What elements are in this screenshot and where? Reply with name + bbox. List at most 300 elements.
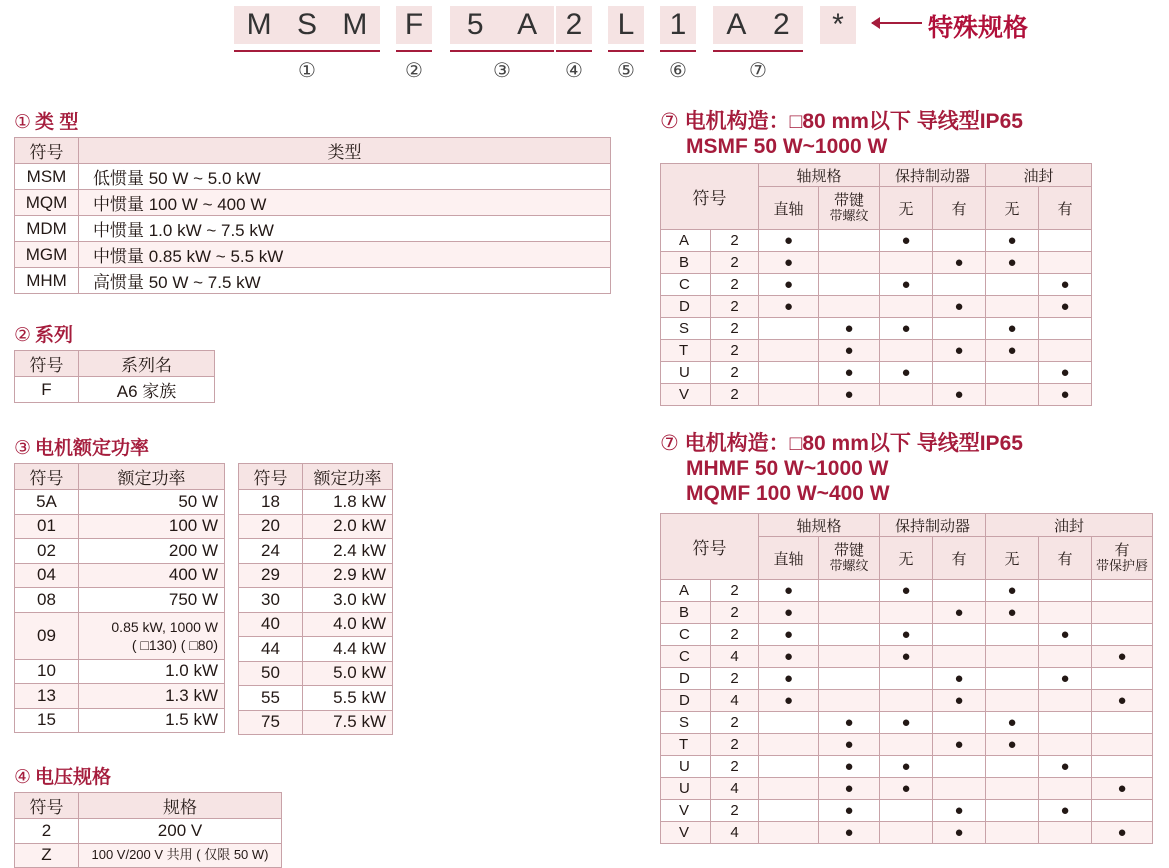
empty-cell	[986, 778, 1039, 800]
sub-header	[819, 537, 880, 580]
dot-cell: ●	[759, 624, 819, 646]
table-row	[239, 588, 393, 613]
dot-cell: ●	[933, 384, 986, 406]
empty-cell	[933, 778, 986, 800]
section-series-title	[14, 320, 73, 347]
symbol-cell: 20	[239, 514, 303, 539]
sub-header: 有	[1039, 537, 1092, 580]
empty-cell	[1039, 580, 1092, 602]
sub-header: 无	[880, 187, 933, 230]
value-cell: 中惯量 1.0 kW ~ 7.5 kW	[79, 216, 611, 242]
table-row	[661, 340, 1092, 362]
dot-cell: ●	[880, 712, 933, 734]
code-underline	[660, 50, 696, 52]
dot-cell: ●	[986, 252, 1039, 274]
empty-cell	[819, 690, 880, 712]
symbol-cell: V	[661, 384, 711, 406]
col-header: 符号	[15, 793, 79, 819]
empty-cell	[880, 602, 933, 624]
table-row	[15, 242, 611, 268]
value-cell: 200 W	[79, 539, 225, 564]
value-cell: 4.4 kW	[303, 637, 393, 662]
empty-cell	[880, 822, 933, 844]
empty-cell	[819, 668, 880, 690]
title-line: MQMF 100 W~400 W	[686, 482, 890, 505]
code-char: F	[404, 8, 424, 41]
symbol-cell: V	[661, 800, 711, 822]
empty-cell	[1092, 734, 1153, 756]
dot-cell: ●	[933, 602, 986, 624]
empty-cell	[986, 296, 1039, 318]
empty-cell	[1039, 690, 1092, 712]
section-power-title	[14, 433, 149, 460]
code-circle-number: ⑥	[669, 60, 687, 82]
symbol-cell: 75	[239, 710, 303, 735]
symbol-cell: 2	[711, 384, 759, 406]
symbol-cell: 4	[711, 778, 759, 800]
value-cell: 5.0 kW	[303, 661, 393, 686]
empty-cell	[986, 362, 1039, 384]
empty-cell	[819, 624, 880, 646]
dot-cell: ●	[1039, 624, 1092, 646]
dot-cell: ●	[986, 318, 1039, 340]
symbol-cell: 55	[239, 686, 303, 711]
sub-header: 无	[986, 537, 1039, 580]
dot-cell: ●	[1092, 822, 1153, 844]
header-row	[661, 164, 1092, 187]
table-row	[661, 712, 1153, 734]
col-header: 符号	[15, 138, 79, 164]
symbol-cell: 08	[15, 588, 79, 613]
dot-cell: ●	[986, 580, 1039, 602]
symbol-cell: 4	[711, 646, 759, 668]
empty-cell	[933, 274, 986, 296]
group-header: 轴规格	[759, 514, 880, 537]
value-cell: 中惯量 0.85 kW ~ 5.5 kW	[79, 242, 611, 268]
value-cell: 200 V	[79, 819, 282, 844]
code-char: M	[342, 8, 368, 41]
empty-cell	[1039, 602, 1092, 624]
empty-cell	[1039, 734, 1092, 756]
table-row	[15, 588, 225, 613]
symbol-cell: 10	[15, 659, 79, 684]
symbol-cell: B	[661, 602, 711, 624]
symbol-cell: 15	[15, 708, 79, 733]
empty-cell	[1092, 668, 1153, 690]
value-cell: 50 W	[79, 490, 225, 515]
section-title-text: 电机额定功率	[35, 438, 150, 459]
value-line: ( □130) ( □80)	[131, 636, 218, 653]
value-cell: 低惯量 50 W ~ 5.0 kW	[79, 164, 611, 190]
empty-cell	[933, 712, 986, 734]
symbol-cell: A	[661, 230, 711, 252]
section-number: ⑦	[660, 110, 679, 133]
title-line: 电机构造：□80 mm以下 导线型IP65	[684, 432, 1023, 455]
empty-cell	[759, 756, 819, 778]
symbol-cell: 2	[711, 756, 759, 778]
section-title-text: 电压规格	[35, 767, 112, 788]
code-char: *	[832, 8, 844, 41]
section-number: ④	[14, 767, 32, 788]
section-number: ②	[14, 325, 32, 346]
dot-cell: ●	[1039, 800, 1092, 822]
empty-cell	[819, 580, 880, 602]
empty-cell	[819, 646, 880, 668]
table-row	[239, 490, 393, 515]
value-line: 0.85 kW, 1000 W	[111, 618, 218, 635]
table-row	[661, 734, 1153, 756]
code-circle-number: ④	[565, 60, 583, 82]
empty-cell	[819, 230, 880, 252]
symbol-cell: C	[661, 646, 711, 668]
dot-cell: ●	[880, 624, 933, 646]
symbol-cell: D	[661, 690, 711, 712]
empty-cell	[880, 296, 933, 318]
empty-cell	[933, 362, 986, 384]
symbol-cell: Z	[15, 843, 79, 868]
code-segment	[820, 6, 856, 44]
empty-cell	[759, 778, 819, 800]
symbol-cell: T	[661, 734, 711, 756]
symbol-cell: 2	[15, 819, 79, 844]
code-circle-number: ⑤	[617, 60, 635, 82]
symbol-cell: 2	[711, 362, 759, 384]
dot-cell: ●	[819, 318, 880, 340]
dot-cell: ●	[819, 778, 880, 800]
title-line: MSMF 50 W~1000 W	[686, 135, 888, 158]
symbol-cell: 5A	[15, 490, 79, 515]
table-row	[239, 686, 393, 711]
symbol-cell: 29	[239, 563, 303, 588]
symbol-cell: 2	[711, 580, 759, 602]
empty-cell	[759, 318, 819, 340]
value-cell: 1.3 kW	[79, 684, 225, 709]
symbol-cell: B	[661, 252, 711, 274]
dot-cell: ●	[1039, 362, 1092, 384]
dot-cell: ●	[986, 734, 1039, 756]
symbol-cell: C	[661, 274, 711, 296]
empty-cell	[1092, 712, 1153, 734]
empty-cell	[819, 296, 880, 318]
symbol-cell: MSM	[15, 164, 79, 190]
value-cell: 2.9 kW	[303, 563, 393, 588]
sub-header-line: 带螺纹	[829, 558, 869, 573]
code-char: M	[246, 8, 272, 41]
dot-cell: ●	[819, 712, 880, 734]
dot-cell: ●	[880, 580, 933, 602]
value-cell: 1.5 kW	[79, 708, 225, 733]
group-header: 保持制动器	[880, 164, 986, 187]
table-row	[15, 490, 225, 515]
dot-cell: ●	[759, 296, 819, 318]
value-cell: 1.8 kW	[303, 490, 393, 515]
dot-cell: ●	[759, 690, 819, 712]
table-row	[661, 756, 1153, 778]
symbol-cell: 2	[711, 296, 759, 318]
sub-header-line: 带保护唇	[1096, 558, 1149, 573]
dot-cell: ●	[819, 340, 880, 362]
section-type-title	[14, 107, 78, 134]
dot-cell: ●	[986, 230, 1039, 252]
table-row	[661, 296, 1092, 318]
table-row	[15, 659, 225, 684]
value-cell: 100 V/200 V 共用 ( 仅限 50 W)	[79, 843, 282, 868]
value-cell: 5.5 kW	[303, 686, 393, 711]
col-header: 符号	[15, 351, 79, 377]
empty-cell	[819, 252, 880, 274]
value-cell: 中惯量 100 W ~ 400 W	[79, 190, 611, 216]
code-circle-number: ②	[405, 60, 423, 82]
table-row	[239, 563, 393, 588]
code-underline	[396, 50, 432, 52]
symbol-cell: 4	[711, 690, 759, 712]
table-row	[15, 819, 282, 844]
empty-cell	[880, 252, 933, 274]
table-row	[15, 164, 611, 190]
table-row	[661, 800, 1153, 822]
code-char: 5	[466, 8, 484, 41]
value-cell: 2.0 kW	[303, 514, 393, 539]
symbol-cell: D	[661, 296, 711, 318]
dot-cell: ●	[986, 602, 1039, 624]
empty-cell	[986, 624, 1039, 646]
dot-cell: ●	[1039, 384, 1092, 406]
empty-cell	[986, 384, 1039, 406]
table-row	[239, 637, 393, 662]
empty-cell	[759, 384, 819, 406]
table-row	[661, 274, 1092, 296]
code-char: A	[726, 8, 747, 41]
empty-cell	[933, 624, 986, 646]
group-header: 油封	[986, 164, 1092, 187]
table-row	[661, 668, 1153, 690]
dot-cell: ●	[880, 756, 933, 778]
section-title-text: 系列	[35, 325, 74, 346]
empty-cell	[986, 756, 1039, 778]
value-cell: 7.5 kW	[303, 710, 393, 735]
dot-cell: ●	[819, 822, 880, 844]
empty-cell	[759, 800, 819, 822]
empty-cell	[880, 340, 933, 362]
symbol-cell: 2	[711, 252, 759, 274]
code-underline	[556, 50, 592, 52]
value-cell: 2.4 kW	[303, 539, 393, 564]
col-header: 额定功率	[303, 464, 393, 490]
table-row	[15, 190, 611, 216]
sub-header-line: 带键	[834, 192, 865, 209]
sub-header-line: 有	[1114, 542, 1130, 559]
group-header: 保持制动器	[880, 514, 986, 537]
symbol-header: 符号	[661, 514, 759, 580]
symbol-cell: S	[661, 712, 711, 734]
symbol-cell: 24	[239, 539, 303, 564]
dot-cell: ●	[1039, 756, 1092, 778]
code-char: 1	[669, 8, 687, 41]
symbol-cell: 4	[711, 822, 759, 844]
symbol-cell: U	[661, 362, 711, 384]
value-cell: 3.0 kW	[303, 588, 393, 613]
symbol-cell: 50	[239, 661, 303, 686]
symbol-cell: S	[661, 318, 711, 340]
col-header: 额定功率	[79, 464, 225, 490]
dot-cell: ●	[819, 362, 880, 384]
code-segment	[396, 6, 432, 44]
empty-cell	[933, 646, 986, 668]
group-header: 轴规格	[759, 164, 880, 187]
special-spec-label: 特殊规格	[928, 14, 1029, 42]
table-row	[661, 362, 1092, 384]
dot-cell: ●	[1039, 296, 1092, 318]
symbol-cell: 2	[711, 340, 759, 362]
dot-cell: ●	[880, 362, 933, 384]
empty-cell	[986, 690, 1039, 712]
symbol-cell: F	[15, 377, 79, 403]
section-number: ⑦	[660, 432, 679, 455]
structure-table-b	[660, 513, 1153, 844]
dot-cell: ●	[880, 778, 933, 800]
table-row	[15, 684, 225, 709]
sub-header	[1092, 537, 1153, 580]
dot-cell: ●	[880, 646, 933, 668]
code-segment	[713, 6, 803, 44]
empty-cell	[986, 646, 1039, 668]
dot-cell: ●	[759, 602, 819, 624]
symbol-cell: V	[661, 822, 711, 844]
empty-cell	[933, 580, 986, 602]
dot-cell: ●	[933, 822, 986, 844]
table-row	[661, 646, 1153, 668]
value-cell: 1.0 kW	[79, 659, 225, 684]
value-cell: 100 W	[79, 514, 225, 539]
value-cell: 400 W	[79, 563, 225, 588]
table-row	[661, 690, 1153, 712]
symbol-cell: 44	[239, 637, 303, 662]
dot-cell: ●	[819, 384, 880, 406]
empty-cell	[880, 668, 933, 690]
table-row	[661, 230, 1092, 252]
table-row	[661, 602, 1153, 624]
code-char: 2	[565, 8, 583, 41]
table-row	[661, 778, 1153, 800]
value-cell: 750 W	[79, 588, 225, 613]
header-row	[661, 514, 1153, 537]
empty-cell	[1092, 602, 1153, 624]
table-row	[15, 514, 225, 539]
code-underline	[234, 50, 380, 52]
dot-cell: ●	[819, 756, 880, 778]
symbol-cell: MHM	[15, 268, 79, 294]
symbol-cell: U	[661, 778, 711, 800]
code-char: L	[617, 8, 635, 41]
dot-cell: ●	[880, 318, 933, 340]
table-row	[239, 514, 393, 539]
symbol-cell: MQM	[15, 190, 79, 216]
empty-cell	[880, 690, 933, 712]
table-row	[15, 268, 611, 294]
sub-header-line: 带螺纹	[829, 208, 869, 223]
title-line: 电机构造：□80 mm以下 导线型IP65	[684, 110, 1023, 133]
structure-table-a	[660, 163, 1092, 406]
col-header: 符号	[15, 464, 79, 490]
symbol-cell: 2	[711, 318, 759, 340]
symbol-cell: 40	[239, 612, 303, 637]
symbol-cell: 2	[711, 712, 759, 734]
dot-cell: ●	[1092, 690, 1153, 712]
table-row	[15, 843, 282, 868]
section-structure-title-a	[660, 109, 1023, 159]
dot-cell: ●	[759, 252, 819, 274]
symbol-cell: 18	[239, 490, 303, 515]
code-segment	[234, 6, 380, 44]
title-line: MHMF 50 W~1000 W	[686, 457, 889, 480]
value-cell: 4.0 kW	[303, 612, 393, 637]
symbol-cell: C	[661, 624, 711, 646]
power-table-right	[238, 463, 393, 735]
symbol-cell: MDM	[15, 216, 79, 242]
table-row	[15, 377, 215, 403]
symbol-cell: 02	[15, 539, 79, 564]
code-circle-number: ①	[298, 60, 316, 82]
table-row	[15, 539, 225, 564]
series-table	[14, 350, 215, 403]
dot-cell: ●	[1092, 778, 1153, 800]
table-row	[15, 563, 225, 588]
sub-header: 有	[1039, 187, 1092, 230]
symbol-cell: U	[661, 756, 711, 778]
code-segment	[660, 6, 696, 44]
empty-cell	[986, 822, 1039, 844]
dot-cell: ●	[1039, 668, 1092, 690]
dot-cell: ●	[933, 296, 986, 318]
type-table	[14, 137, 611, 294]
empty-cell	[880, 734, 933, 756]
dot-cell: ●	[880, 230, 933, 252]
empty-cell	[933, 230, 986, 252]
symbol-cell: 2	[711, 668, 759, 690]
value-cell: 高惯量 50 W ~ 7.5 kW	[79, 268, 611, 294]
dot-cell: ●	[759, 274, 819, 296]
empty-cell	[986, 668, 1039, 690]
section-number: ③	[14, 438, 32, 459]
dot-cell: ●	[933, 800, 986, 822]
empty-cell	[759, 362, 819, 384]
symbol-cell: 2	[711, 800, 759, 822]
empty-cell	[1039, 252, 1092, 274]
dot-cell: ●	[1092, 646, 1153, 668]
dot-cell: ●	[933, 690, 986, 712]
table-row	[15, 708, 225, 733]
table-row	[239, 612, 393, 637]
dot-cell: ●	[759, 580, 819, 602]
code-segment	[608, 6, 644, 44]
empty-cell	[933, 318, 986, 340]
table-row	[661, 384, 1092, 406]
empty-cell	[1039, 778, 1092, 800]
code-underline	[608, 50, 644, 52]
symbol-cell: T	[661, 340, 711, 362]
dot-cell: ●	[759, 230, 819, 252]
dot-cell: ●	[759, 646, 819, 668]
dot-cell: ●	[1039, 274, 1092, 296]
col-header: 系列名	[79, 351, 215, 377]
empty-cell	[819, 274, 880, 296]
code-circle-number: ③	[493, 60, 511, 82]
empty-cell	[880, 384, 933, 406]
table-row	[15, 216, 611, 242]
symbol-header: 符号	[661, 164, 759, 230]
section-number: ①	[14, 112, 32, 133]
table-row	[661, 580, 1153, 602]
